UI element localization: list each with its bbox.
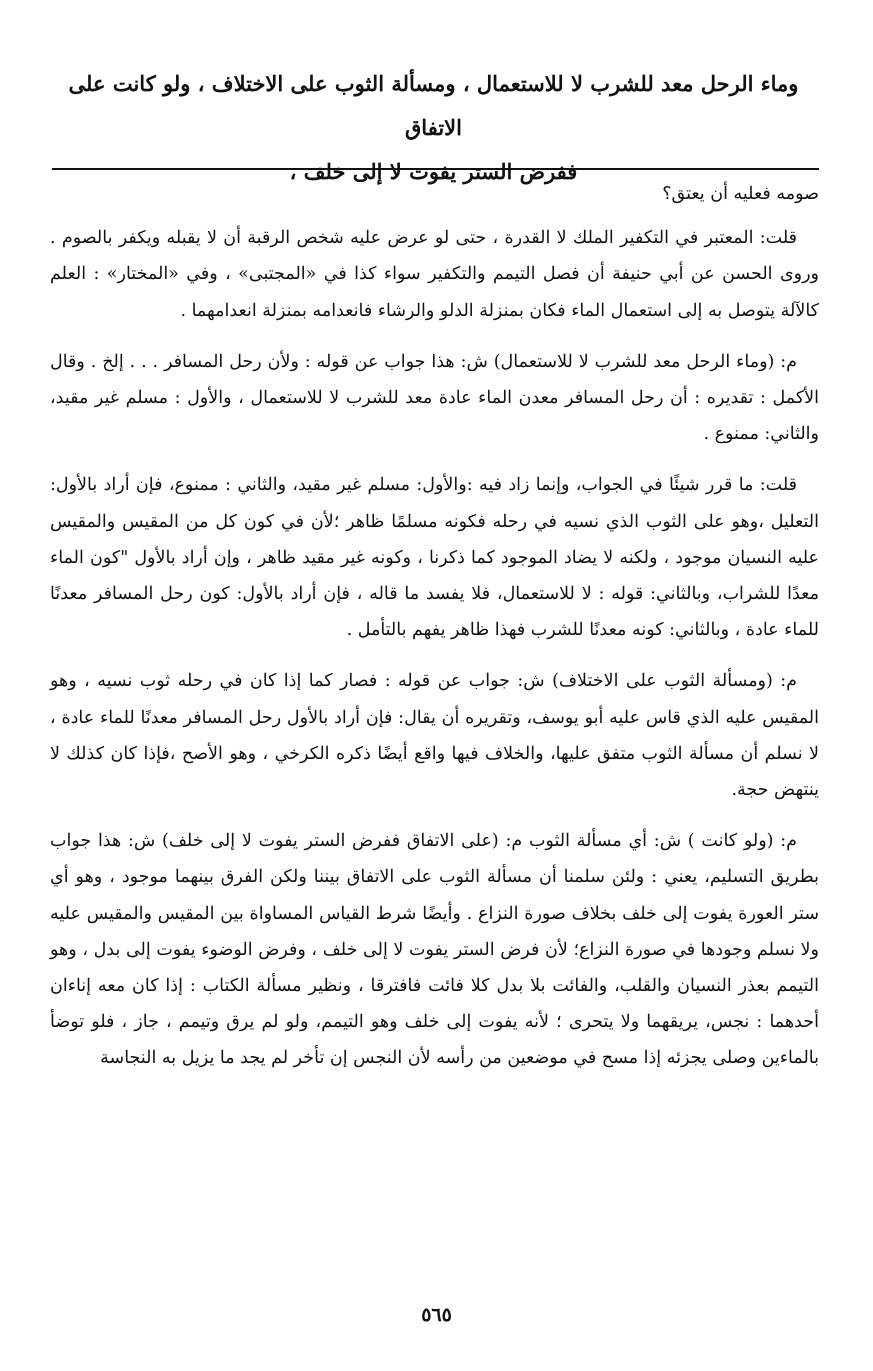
header-line-1: وماء الرحل معد للشرب لا للاستعمال ، ومسألة الثوب على الاختلاف ، ولو كانت على الاتفاق [68, 71, 799, 140]
paragraph: قلت: المعتبر في التكفير الملك لا القدرة ، حتى لو عرض عليه شخص الرقبة أن لا يقبله ويكفر بالصوم . وروى الحسن عن أبي حنيفة أن فصل التيمم والتكفير سواء كذا في «المجتبى» ، وفي «المختار» : العلم كالآلة يتوصل به إلى استعمال الماء فكان بمنزلة الدلو والرشاء فانعدامه بمنزلة انعدامهما . [50, 228, 819, 321]
page-number: ٥٦٥ [421, 1304, 452, 1326]
paragraph: م: (ومسألة الثوب على الاختلاف) ش: جواب عن قوله : فصار كما إذا كان في رحله ثوب نسيه ، وهو المقيس عليه الذي قاس عليه أبو يوسف، وتقريره أن يقال: فإن أراد بالأول رحل المسافر معدنًا للماء عادة ، لا نسلم أن مسألة الثوب متفق عليها، والخلاف فيها واقع أيضًا ذكره الكرخي ، وهو الأصح ،فإذا كان كذلك لا ينتهض حجة. [50, 671, 819, 801]
paragraph-continuation: صومه فعليه أن يعتق؟ [662, 184, 819, 204]
paragraph: قلت: ما قرر شيئًا في الجواب، وإنما زاد فيه :والأول: مسلم غير مقيد، والثاني : ممنوع، فإن أراد بالأول: التعليل ،وهو على الثوب الذي نسيه في رحله فكونه مسلمًا ظاهر ؛لأن في كون كل من المقيس والمقيس عليه النسيان موجود ، ولكنه لا يضاد الموجود كما ذكرنا ، وكونه غير مقيد ظاهر ، وإن أراد بالأول "كون الماء معدًا للشراب، وبالثاني: قوله : لا للاستعمال، فلا يفسد ما قاله ، فإن أراد بالأول: كون رحل المسافر معدنًا للماء عادة ، وبالثاني: كونه معدنًا للشرب فهذا ظاهر يفهم بالتأمل . [50, 475, 819, 641]
header-line-2: ففرض الستر يفوت لا إلى خلف ، [289, 159, 578, 184]
commentary-body [50, 176, 819, 1092]
matn-header [44, 62, 823, 194]
header-divider [52, 168, 819, 170]
paragraph: م: (وماء الرحل معد للشرب لا للاستعمال) ش: هذا جواب عن قوله : ولأن رحل المسافر . . . إلخ . وقال الأكمل : تقديره : أن رحل المسافر معدن الماء عادة معد للشرب لا للاستعمال ، والأول : مسلم غير مقيد، والثاني: ممنوع . [50, 351, 819, 445]
paragraph: م: (ولو كانت ) ش: أي مسألة الثوب م: (على الاتفاق ففرض الستر يفوت لا إلى خلف) ش: هذا جواب بطريق التسليم، يعني : ولئن سلمنا أن مسألة الثوب على الاتفاق بيننا ولكن الفرق بينهما موجود ، وهو أي ستر العورة يفوت إلى خلف بخلاف صورة النزاع . وأيضًا شرط القياس المساواة بين المقيس والمقيس عليه ولا نسلم وجودها في صورة النزاع؛ لأن فرض الستر يفوت لا إلى خلف ، وفرض الوضوء يفوت إلى بدل ، وهو التيمم بعذر النسيان والقلب، والفائت بلا بدل كلا فائت فافترقا ، ونظير مسألة الكتاب : إذا كان معه إناءان أحدهما : نجس، يريقهما ولا يتحرى ؛ لأنه يفوت إلى خلف وهو التيمم، ولو لم يرق وتيمم ، جاز ، فلو توضأ بالماءين وصلى يجزئه إذا مسح في موضعين من رأسه لأن النجس إن تأخر لم يجد ما يزيل به النجاسة [50, 831, 819, 1069]
